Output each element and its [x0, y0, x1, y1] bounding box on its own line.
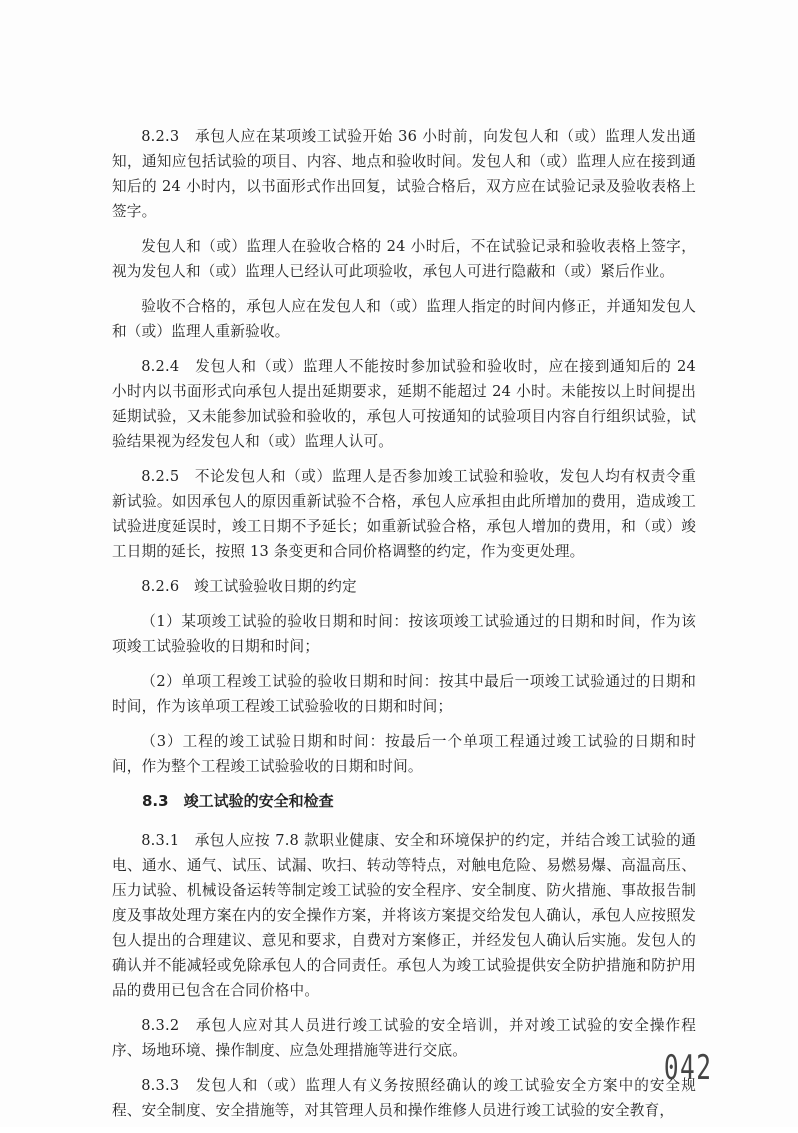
- paragraph-8-3-2: 8.3.2 承包人应对其人员进行竣工试验的安全培训，并对竣工试验的安全操作程序、场地环境、操作制度、应急处理措施等进行交底。: [112, 1017, 696, 1059]
- paragraph-8-2-3: 8.2.3 承包人应在某项竣工试验开始 36 小时前，向发包人和（或）监理人发出通知，通知应包括试验的项目、内容、地点和验收时间。发包人和（或）监理人应在接到通知后的 24 小时内，以书面形式作出回复，试验合格后，双方应在试验记录及验收表格上签字。: [112, 128, 696, 220]
- paragraph-8-2-6: 8.2.6 竣工试验验收日期的约定: [141, 578, 357, 595]
- list-item-3: （3）工程的竣工试验日期和时间：按最后一个单项工程通过竣工试验的日期和时间，作为整个工程竣工试验验收的日期和时间。: [112, 733, 696, 775]
- section-heading-8-3: 8.3 竣工试验的安全和检查: [142, 792, 334, 810]
- list-item-2: （2）单项工程竣工试验的验收日期和时间：按其中最后一项竣工试验通过的日期和时间，作为该单项工程竣工试验验收的日期和时间；: [112, 673, 696, 715]
- paragraph-8-3-1: 8.3.1 承包人应按 7.8 款职业健康、安全和环境保护的约定，并结合竣工试验的通电、通水、通气、试压、试漏、吹扫、转动等特点，对触电危险、易燃易爆、高温高压、压力试验、机械设备运转等制定竣工试验的安全程序、安全制度、防火措施、事故报告制度及事故处理方案在内的安全操作方案，并将该方案提交给发包人确认，承包人应按照发包人提出的合理建议、意见和要求，自费对方案修正，并经发包人确认后实施。发包人的确认并不能减轻或免除承包人的合同责任。承包人为竣工试验提供安全防护措施和防护用品的费用已包含在合同价格中。: [112, 832, 696, 999]
- page-number: 042: [663, 1048, 712, 1088]
- paragraph-8-3-3: 8.3.3 发包人和（或）监理人有义务按照经确认的竣工试验安全方案中的安全规程、安全制度、安全措施等，对其管理人员和操作维修人员进行竣工试验的安全教育，: [112, 1077, 696, 1119]
- document-body: [112, 124, 696, 1133]
- list-item-1: （1）某项竣工试验的验收日期和时间：按该项竣工试验通过的日期和时间，作为该项竣工试验验收的日期和时间；: [112, 613, 696, 655]
- paragraph-8-2-5: 8.2.5 不论发包人和（或）监理人是否参加竣工试验和验收，发包人均有权责令重新试验。如因承包人的原因重新试验不合格，承包人应承担由此所增加的费用，造成竣工试验进度延误时，竣工日期不予延长；如重新试验合格，承包人增加的费用，和（或）竣工日期的延长，按照 13 条变更和合同价格调整的约定，作为变更处理。: [112, 468, 696, 560]
- paragraph-signing: 发包人和（或）监理人在验收合格的 24 小时后，不在试验记录和验收表格上签字，视为发包人和（或）监理人已经认可此项验收，承包人可进行隐蔽和（或）紧后作业。: [112, 238, 696, 280]
- paragraph-failed-acceptance: 验收不合格的，承包人应在发包人和（或）监理人指定的时间内修正，并通知发包人和（或）监理人重新验收。: [112, 298, 696, 340]
- paragraph-8-2-4: 8.2.4 发包人和（或）监理人不能按时参加试验和验收时，应在接到通知后的 24 小时内以书面形式向承包人提出延期要求，延期不能超过 24 小时。未能按以上时间提出延期试验，又未能参加试验和验收的，承包人可按通知的试验项目内容自行组织试验，试验结果视为经发包人和（或）监理人认可。: [112, 358, 696, 450]
